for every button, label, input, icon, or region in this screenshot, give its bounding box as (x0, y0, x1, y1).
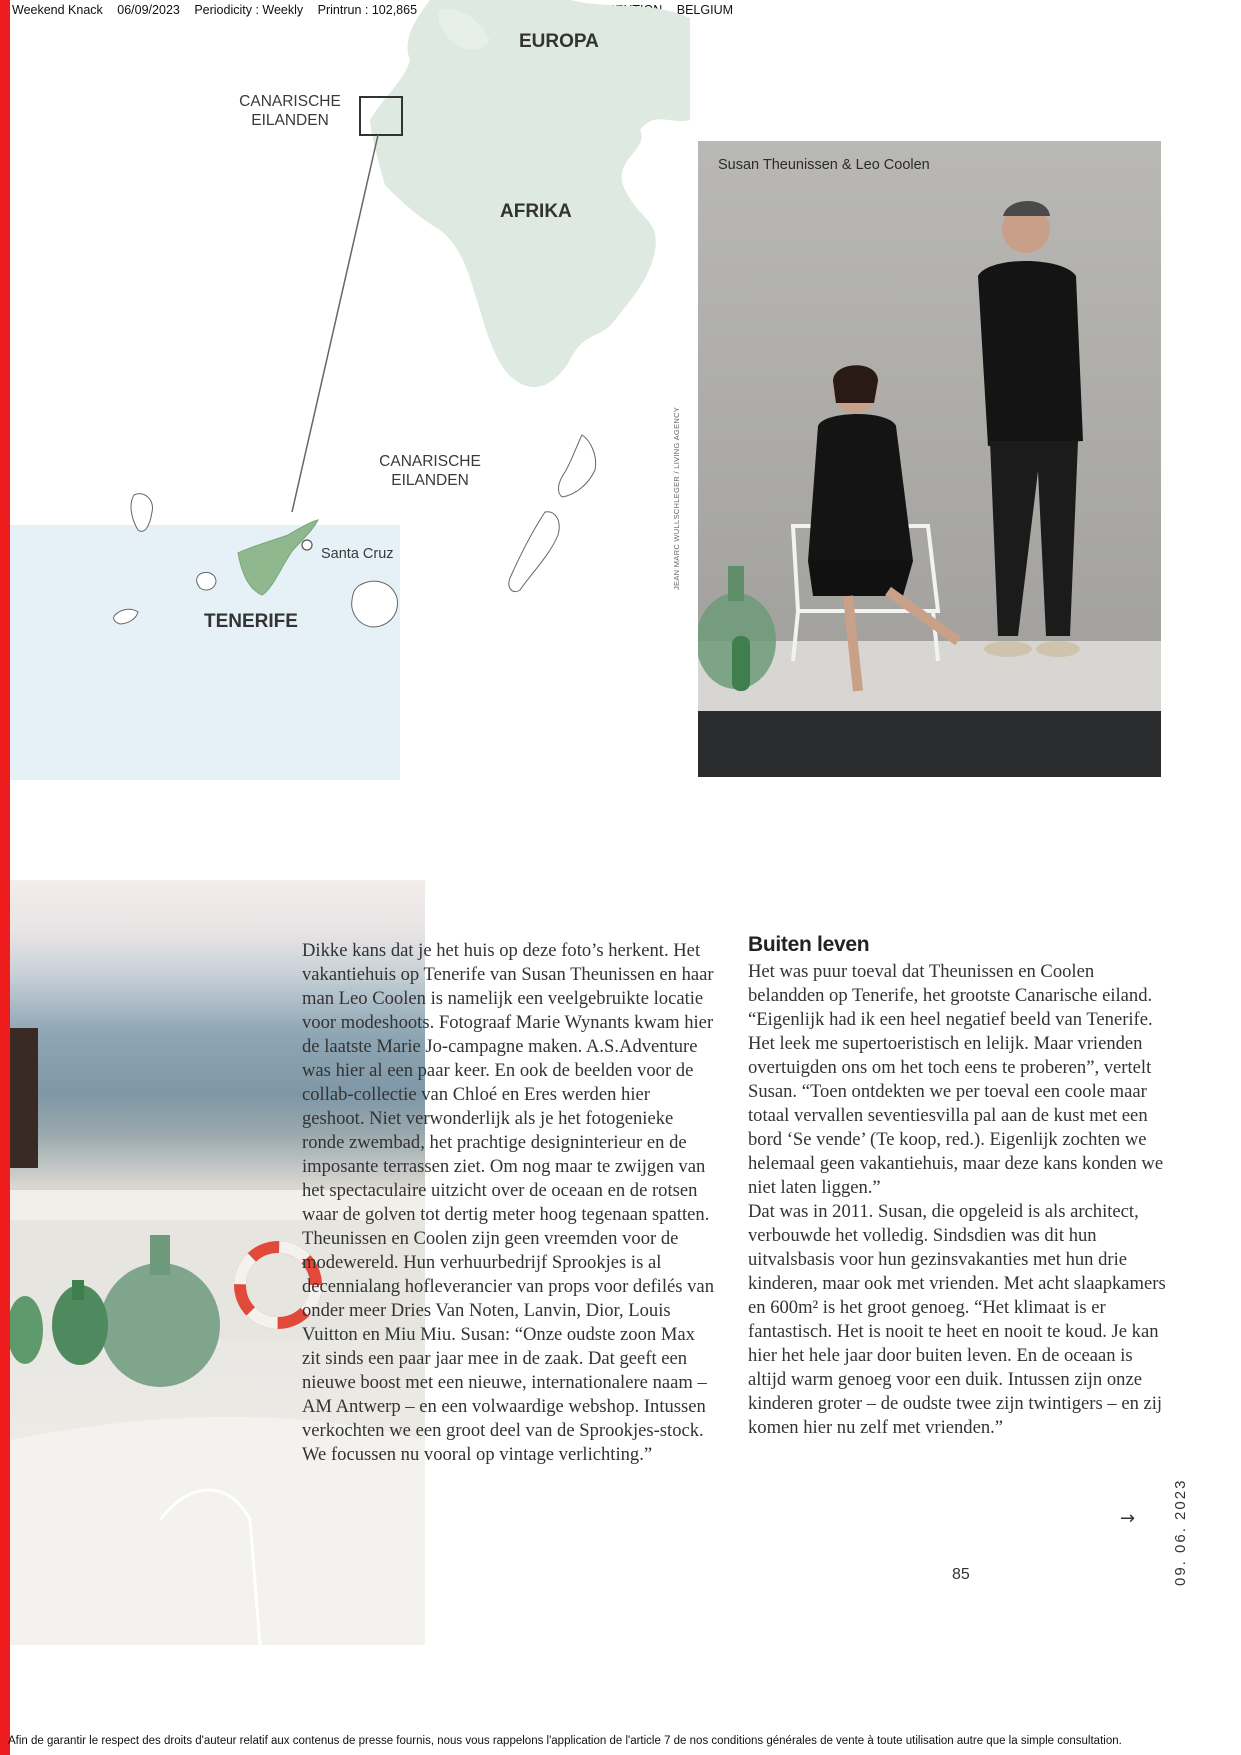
country: BELGIUM (676, 3, 734, 17)
portrait-photo (698, 141, 1161, 777)
page-number: 85 (952, 1566, 970, 1583)
photo-credit: JEAN MARC WULLSCHLEGER / LIVING AGENCY (672, 406, 681, 590)
canarische-label-top (220, 92, 360, 131)
article-paragraph: Theunissen en Coolen zijn geen vreemden voor de modewereld. Hun verhuurbedrijf Sprookjes is al decennialang hofleverancier van props voor defilés van onder meer Dries Van Noten, Lanvin, Dior, Louis Vuitton en Miu Miu. Susan: “Onze oudste zoon Max zit sinds een paar jaar mee in de zaak. Dat geeft een nieuwe boost met een nieuwe, internationalere naam – AM Antwerp – en een volwaardige webshop. Intussen verkochten we een groot deel van de Sprookjes-stock. We focussen nu vooral op vintage verlichting.” (302, 1228, 714, 1465)
issue-date: 09. 06. 2023 (1172, 1478, 1189, 1586)
portrait-illustration (698, 141, 1161, 777)
copyright-footer: Afin de garantir le respect des droits d'auteur relatif aux contenus de presse fournis, nous vous rappelons l'application de l'article 7 de nos conditions générales de vente à toute utilisation autre que la simple consultation. (8, 1735, 1122, 1747)
gran-canaria-island (352, 581, 398, 627)
canary-islands-map (10, 0, 690, 780)
canarische-line-2: EILANDEN (251, 112, 329, 130)
printrun: Printrun : 102,865 (317, 3, 418, 17)
canarische-mid-line-2: EILANDEN (391, 472, 469, 490)
zoom-water-area (10, 525, 400, 780)
publication-name: Weekend Knack (12, 3, 103, 17)
tenerife-label: TENERIFE (204, 611, 298, 632)
fuerteventura-island (509, 512, 559, 592)
afrika-label: AFRIKA (500, 201, 572, 222)
article-paragraph: Het was puur toeval dat Theunissen en Coolen belandden op Tenerife, het grootste Canarische eiland. “Eigenlijk had ik een heel negatief beeld van Tenerife. Het leek me supertoeristisch en lelijk. Maar vrienden overtuigden ons om het toch eens te proberen”, vertelt Susan. “Toen ontdekten we per toeval een coole maar totaal vervallen seventiesvilla pal aan de kust met een bord ‘Se vende’ (Te koop, red.). Eigenlijk zochten we helemaal geen vakantiehuis, maar deze kans konden we niet laten liggen.” (748, 961, 1164, 1198)
canarische-line-1: CANARISCHE (239, 93, 341, 110)
la-gomera-island (197, 572, 216, 590)
red-margin-bar (0, 0, 10, 1755)
publication-date: 06/09/2023 (117, 3, 180, 17)
article-paragraph: Dikke kans dat je het huis op deze foto’s herkent. Het vakantiehuis op Tenerife van Susan Theunissen en haar man Leo Coolen is namelijk een veelgebruikte locatie voor modeshoots. Fotograaf Marie Wynants kwam hier de laatste Marie Jo-campagne maken. A.S.Adventure was hier al een paar keer. En ook de beelden voor de collab-collectie van Chloé en Eres werden hier geshoot. Niet verwonderlijk als je het fotogenieke ronde zwembad, het prachtige designinterieur en de imposante terrassen ziet. Om nog maar te zwijgen van het spectaculaire uitzicht over de oceaan en de rotsen waar de golven tot dertig meter hoog tegenaan spatten. (302, 940, 714, 1225)
lanzarote-island (558, 435, 595, 497)
canarische-mid-line-1: CANARISCHE (379, 453, 481, 470)
europe-africa-landmass (370, 0, 690, 387)
arrow-right-icon: → (1120, 1508, 1136, 1529)
article-column-1 (302, 939, 714, 1467)
canarische-label-mid (360, 452, 500, 491)
periodicity: Periodicity : Weekly (194, 3, 304, 17)
photo-caption: Susan Theunissen & Leo Coolen (718, 157, 930, 173)
santa-cruz-marker (302, 540, 312, 550)
article-paragraph: Dat was in 2011. Susan, die opgeleid is als architect, verbouwde het volledig. Sindsdien was dit hun uitvalsbasis voor hun gezinsvakanties met hun drie kinderen, maar ook met vrienden. Met acht slaapkamers en 600m² is het groot genoeg. “Het klimaat is er fantastisch. Het is nooit te heet en nooit te koud. Je kan hier het hele jaar door buiten leven. En de oceaan is altijd warm genoeg voor een duik. Intussen zijn onze kinderen groter – de oudste twee zijn twintigers – en zij komen hier nu zelf met vrienden.” (748, 1201, 1166, 1438)
santa-cruz-label: Santa Cruz (321, 546, 394, 562)
section-heading: Buiten leven (748, 933, 870, 956)
article-column-2 (748, 960, 1166, 1440)
europa-label: EUROPA (519, 31, 599, 52)
